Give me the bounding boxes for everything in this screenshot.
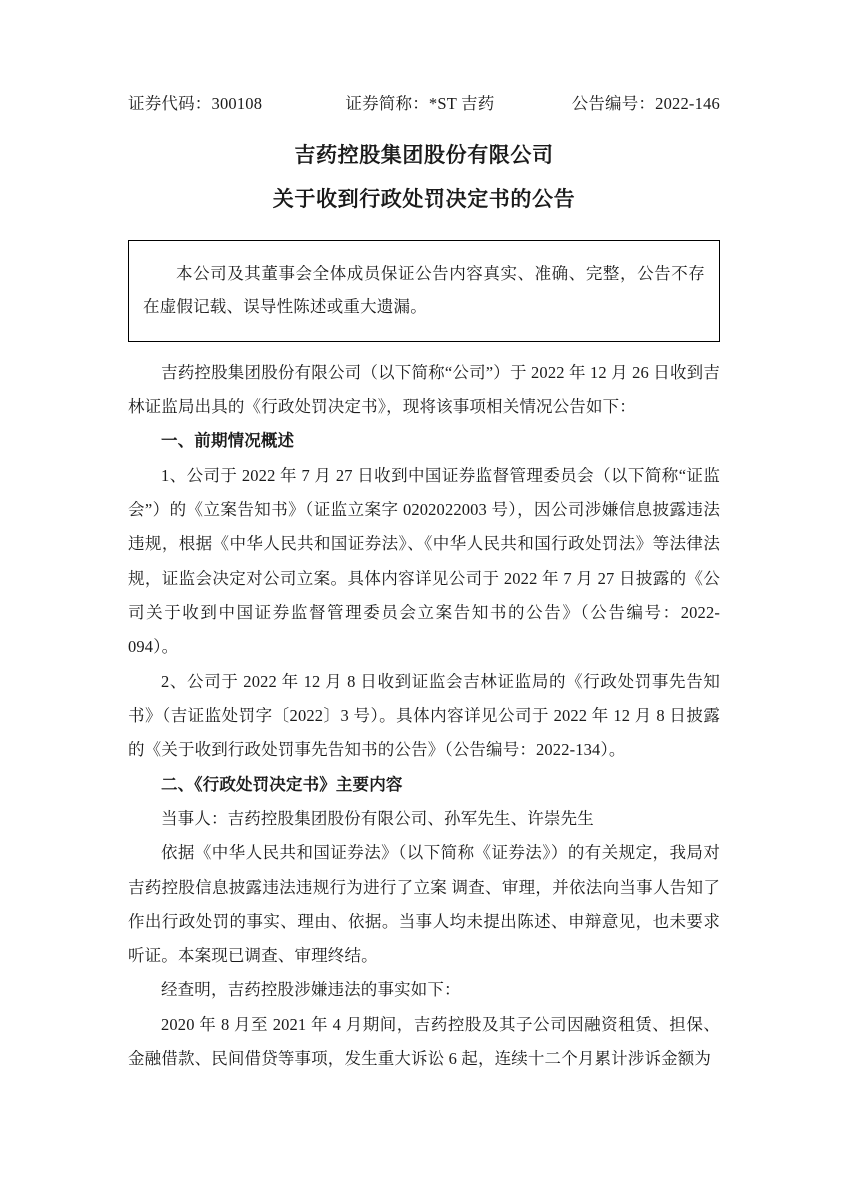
- item-1-paragraph: 1、公司于 2022 年 7 月 27 日收到中国证券监督管理委员会（以下简称“证监会”）的《立案告知书》（证监立案字 0202022003 号），因公司涉嫌信息披露违法违规，根据《中华人民共和国证券法》、《中华人民共和国行政处罚法》等法律法规，证监会决定对公司立案。具体内容详见公司于 2022 年 7 月 27 日披露的《公司关于收到中国证券监督管理委员会立案告知书的公告》（公告编号：2022-094）。: [128, 465, 720, 657]
- announcement-subject-title: 关于收到行政处罚决定书的公告: [272, 187, 576, 212]
- findings-body-paragraph: 2020 年 8 月至 2021 年 4 月期间，吉药控股及其子公司因融资租赁、担保、金融借款、民间借贷等事项，发生重大诉讼 6 起，连续十二个月累计涉诉金额为: [128, 1014, 720, 1069]
- stock-short-name: 证券简称：*ST 吉药: [345, 94, 495, 113]
- intro-paragraph: 吉药控股集团股份有限公司（以下简称“公司”）于 2022 年 12 月 26 日收到吉林证监局出具的《行政处罚决定书》，现将该事项相关情况公告如下：: [128, 362, 720, 417]
- stock-code: 证券代码：300108: [128, 94, 263, 113]
- announcement-number: 公告编号：2022-146: [571, 94, 720, 113]
- disclaimer-box: [128, 240, 720, 342]
- title-block: [128, 139, 720, 216]
- document-body: [128, 356, 720, 1077]
- legal-basis-paragraph: 依据《中华人民共和国证券法》（以下简称《证券法》）的有关规定，我局对吉药控股信息披露违法违规行为进行了立案 调查、审理，并依法向当事人告知了作出行政处罚的事实、理由、依据。当事人均未提出陈述、申辩意见，也未要求听证。本案现已调查、审理终结。: [128, 843, 720, 966]
- company-name-title: 吉药控股集团股份有限公司: [294, 142, 554, 167]
- section-heading-one: 一、前期情况概述: [161, 431, 295, 451]
- page-content: [128, 92, 720, 1076]
- findings-lead-paragraph: 经查明，吉药控股涉嫌违法的事实如下：: [161, 980, 461, 1000]
- item-2-paragraph: 2、公司于 2022 年 12 月 8 日收到证监会吉林证监局的《行政处罚事先告知书》（吉证监处罚字〔2022〕3 号）。具体内容详见公司于 2022 年 12 月 8 日披露的《关于收到行政处罚事先告知书的公告》（公告编号：2022-134）。: [128, 671, 720, 760]
- section-heading-two: 二、《行政处罚决定书》主要内容: [161, 774, 403, 794]
- parties-paragraph: 当事人：吉药控股集团股份有限公司、孙军先生、许崇先生: [161, 808, 594, 828]
- document-header: [128, 92, 720, 117]
- disclaimer-text: 本公司及其董事会全体成员保证公告内容真实、准确、完整，公告不存在虚假记载、误导性陈述或重大遗漏。: [143, 263, 705, 316]
